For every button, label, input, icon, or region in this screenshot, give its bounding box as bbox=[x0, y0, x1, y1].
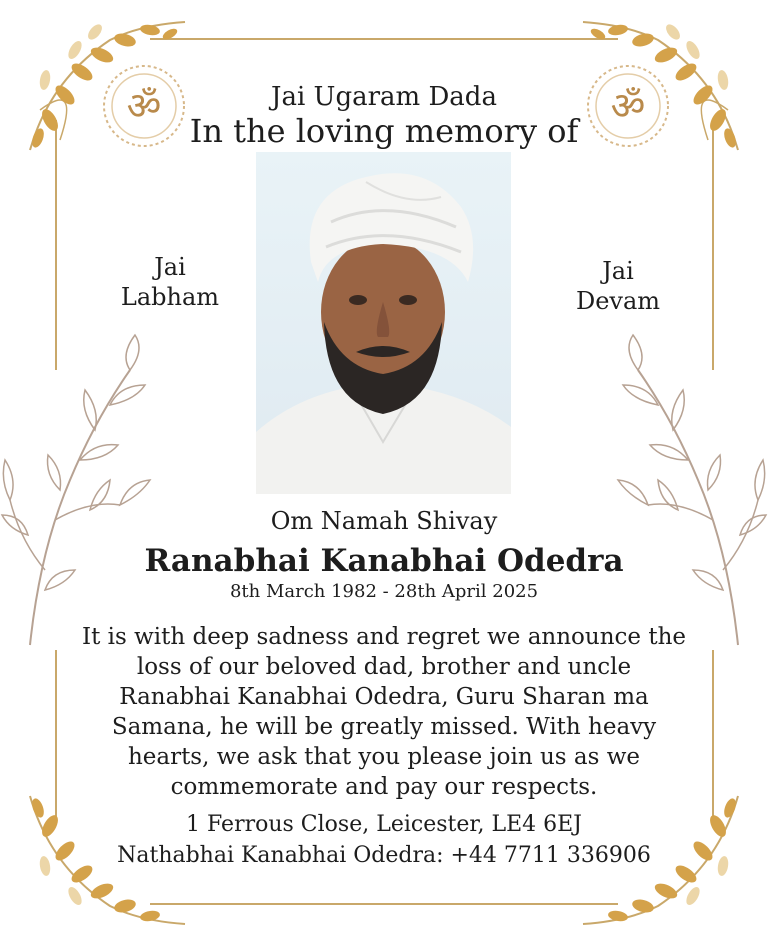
side-left-line2: Labham bbox=[120, 283, 220, 311]
om-symbol-right: ॐ bbox=[610, 84, 646, 128]
deceased-name: Ranabhai Kanabhai Odedra bbox=[144, 543, 624, 579]
portrait-photo bbox=[256, 152, 511, 494]
branch-left-icon bbox=[0, 330, 160, 650]
om-symbol-left: ॐ bbox=[126, 84, 162, 128]
heading-loving-memory: In the loving memory of bbox=[189, 112, 579, 150]
branch-right-icon bbox=[608, 330, 768, 650]
side-left-line1: Jai bbox=[154, 253, 186, 281]
heading-jai-ugaram: Jai Ugaram Dada bbox=[271, 82, 497, 112]
side-right-line1: Jai bbox=[602, 257, 634, 285]
frame-bottom-line bbox=[150, 903, 618, 905]
contact-text: Nathabhai Kanabhai Odedra: +44 7711 336906 bbox=[117, 843, 651, 868]
side-text-left bbox=[100, 252, 240, 312]
mantra-text: Om Namah Shivay bbox=[270, 507, 498, 535]
memorial-message: It is with deep sadness and regret we announce the loss of our beloved dad, brother and uncle Ranabhai Kanabhai Odedra, Guru Sharan ma Samana, he will be greatly missed. With heavy hearts, we ask that you please join us as we commemorate and pay our respects. bbox=[81, 624, 687, 800]
life-dates: 8th March 1982 - 28th April 2025 bbox=[229, 581, 539, 602]
address-text: 1 Ferrous Close, Leicester, LE4 6EJ bbox=[186, 812, 582, 837]
frame-top-line bbox=[150, 38, 618, 40]
side-right-line2: Devam bbox=[575, 287, 661, 315]
side-text-right bbox=[548, 256, 688, 316]
